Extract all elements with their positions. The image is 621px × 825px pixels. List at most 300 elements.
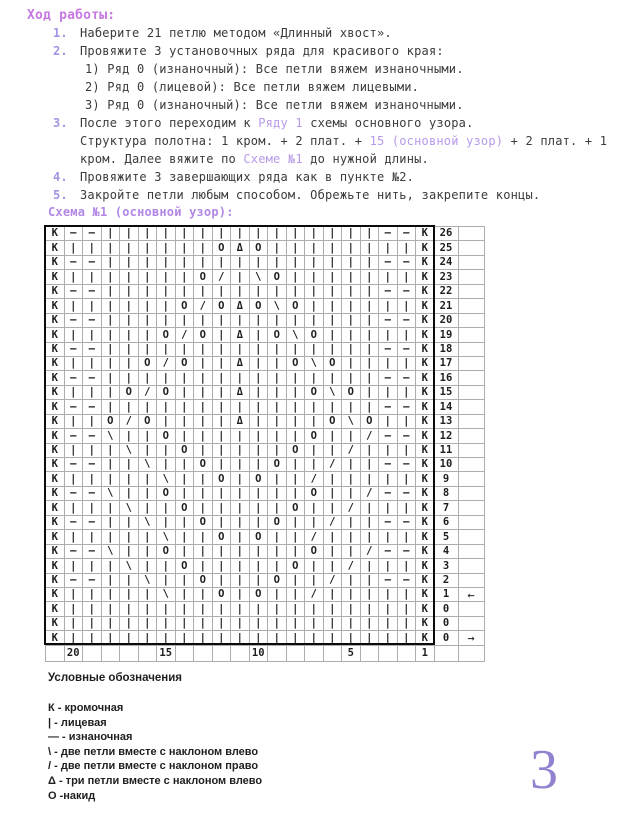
chart-cell: | [250, 458, 269, 472]
chart-cell: O [324, 415, 343, 429]
chart-cell: | [176, 458, 195, 472]
chart-cell: | [287, 371, 306, 385]
chart-cell: | [324, 444, 343, 458]
chart-cell: | [102, 574, 121, 588]
chart-cell: | [361, 343, 380, 357]
chart-cell: | [379, 415, 398, 429]
chart-cell: O [268, 328, 287, 342]
row-number-cell: 0 [435, 617, 459, 631]
row-number-cell: 18 [435, 343, 459, 357]
chart-cell: / [342, 559, 361, 573]
chart-cell: O [287, 357, 306, 371]
chart-cell: | [324, 270, 343, 284]
chart-cell: | [139, 501, 158, 515]
chart-cell: | [342, 487, 361, 501]
chart-cell: | [342, 602, 361, 616]
chart-cell: | [287, 227, 306, 241]
chart-cell: | [324, 617, 343, 631]
chart-cell: — [379, 371, 398, 385]
chart-cell: | [361, 386, 380, 400]
chart-cell: | [83, 444, 102, 458]
chart-cell: | [361, 227, 380, 241]
chart-cell: | [194, 559, 213, 573]
chart-cell: К [46, 631, 65, 645]
chart-cell: | [268, 241, 287, 255]
chart-cell: | [120, 227, 139, 241]
chart-cell: / [305, 588, 324, 602]
chart-cell: | [120, 545, 139, 559]
chart-cell: | [176, 314, 195, 328]
chart-cell: | [287, 415, 306, 429]
chart-cell: | [379, 559, 398, 573]
chart-cell: | [268, 429, 287, 443]
instruction-line [0, 170, 621, 188]
column-number-cell: 15 [157, 646, 176, 662]
plain-text: 1) Ряд 0 (изнаночный): Все петли вяжем изнаночными. [85, 62, 464, 76]
chart-cell: К [46, 357, 65, 371]
chart-cell: O [250, 299, 269, 313]
chart-cell: | [83, 270, 102, 284]
chart-cell: К [46, 472, 65, 486]
instruction-line [0, 80, 621, 98]
chart-cell: | [287, 314, 306, 328]
chart-cell: | [231, 400, 250, 414]
chart-cell: | [287, 458, 306, 472]
chart-cell: К [416, 617, 435, 631]
chart-cell: | [305, 501, 324, 515]
chart-cell: | [398, 241, 417, 255]
chart-cell: | [139, 343, 158, 357]
chart-cell: O [194, 270, 213, 284]
chart-cell: O [250, 530, 269, 544]
chart-cell: | [213, 458, 232, 472]
chart-cell: | [250, 227, 269, 241]
chart-cell: | [305, 559, 324, 573]
chart-cell: O [268, 574, 287, 588]
column-number-cell [379, 646, 398, 662]
chart-cell: \ [120, 444, 139, 458]
chart-cell: — [398, 371, 417, 385]
arrow-cell [459, 415, 485, 429]
chart-cell: | [120, 343, 139, 357]
chart-cell: O [287, 559, 306, 573]
chart-cell: | [342, 314, 361, 328]
chart-cell: — [379, 516, 398, 530]
plain-text: 3) Ряд 0 (изнаночный): Все петли вяжем изнаночными. [85, 98, 464, 112]
chart-cell: | [157, 574, 176, 588]
column-number-cell [305, 646, 324, 662]
chart-cell: | [83, 617, 102, 631]
chart-cell: | [361, 285, 380, 299]
chart-cell: | [176, 400, 195, 414]
chart-cell: | [157, 371, 176, 385]
chart-cell: | [157, 343, 176, 357]
chart-cell: | [176, 472, 195, 486]
chart-cell: | [65, 357, 84, 371]
chart-cell: | [176, 270, 195, 284]
arrow-cell [459, 256, 485, 270]
chart-cell: — [379, 545, 398, 559]
chart-cell: / [361, 545, 380, 559]
chart-cell: | [250, 516, 269, 530]
chart-cell: \ [102, 545, 121, 559]
chart-cell: К [416, 458, 435, 472]
chart-cell: | [65, 631, 84, 645]
chart-cell: | [65, 617, 84, 631]
chart-cell: К [46, 574, 65, 588]
chart-cell: К [46, 241, 65, 255]
chart-cell: К [46, 270, 65, 284]
chart-cell: | [213, 256, 232, 270]
chart-cell: O [194, 574, 213, 588]
chart-cell: | [379, 631, 398, 645]
chart-cell: / [342, 444, 361, 458]
plain-text: Провяжите 3 установочных ряда для красивого края: [80, 44, 444, 58]
chart-cell: | [139, 328, 158, 342]
legend [48, 672, 262, 803]
chart-cell: | [287, 545, 306, 559]
chart-cell: К [416, 386, 435, 400]
chart-cell: O [268, 516, 287, 530]
arrow-cell [459, 343, 485, 357]
chart-cell: | [379, 588, 398, 602]
chart-cell: | [398, 602, 417, 616]
instruction-line [0, 26, 621, 44]
arrow-cell [459, 530, 485, 544]
chart-cell: | [379, 444, 398, 458]
chart-cell: | [398, 472, 417, 486]
chart-cell: — [83, 487, 102, 501]
chart-cell: К [46, 415, 65, 429]
chart-cell: | [342, 472, 361, 486]
chart-cell: | [194, 256, 213, 270]
chart-cell: | [176, 487, 195, 501]
chart-cell: | [305, 516, 324, 530]
chart-cell: | [194, 314, 213, 328]
chart-cell: | [176, 371, 195, 385]
chart-cell: | [287, 588, 306, 602]
chart-cell: | [194, 227, 213, 241]
chart-cell: | [120, 516, 139, 530]
chart-cell: К [46, 429, 65, 443]
row-number-cell: 22 [435, 285, 459, 299]
chart-cell: | [176, 227, 195, 241]
chart-grid [45, 226, 485, 662]
column-number-cell [194, 646, 213, 662]
chart-cell: — [379, 574, 398, 588]
chart-cell: | [250, 487, 269, 501]
chart-cell: | [102, 314, 121, 328]
chart-cell: | [324, 241, 343, 255]
chart-cell: | [305, 227, 324, 241]
chart-cell: К [416, 343, 435, 357]
row-number-cell: 14 [435, 400, 459, 414]
chart-cell: O [287, 299, 306, 313]
column-number-cell: 1 [416, 646, 435, 662]
chart-cell: | [157, 444, 176, 458]
chart-cell: К [46, 602, 65, 616]
chart-cell: — [65, 429, 84, 443]
chart-cell: К [416, 530, 435, 544]
chart-cell: O [287, 501, 306, 515]
chart-cell: | [213, 285, 232, 299]
chart-cell: | [398, 415, 417, 429]
arrow-cell [459, 285, 485, 299]
chart-cell: | [305, 256, 324, 270]
chart-cell: | [213, 371, 232, 385]
chart-cell: К [46, 256, 65, 270]
chart-cell: | [361, 530, 380, 544]
chart-cell: \ [139, 458, 158, 472]
chart-cell: \ [268, 299, 287, 313]
chart-cell: | [305, 241, 324, 255]
chart-cell: | [361, 357, 380, 371]
chart-cell: | [250, 574, 269, 588]
chart-cell: / [361, 429, 380, 443]
row-number-cell: 7 [435, 501, 459, 515]
chart-cell: — [65, 285, 84, 299]
chart-cell: | [65, 241, 84, 255]
chart-cell: | [102, 299, 121, 313]
chart-cell: | [176, 285, 195, 299]
legend-item: К - кромочная [48, 702, 124, 714]
chart-cell: К [416, 227, 435, 241]
chart-cell: | [139, 256, 158, 270]
chart-cell: | [305, 285, 324, 299]
chart-cell: К [46, 299, 65, 313]
chart-cell: | [139, 472, 158, 486]
chart-cell: К [416, 371, 435, 385]
chart-cell: | [324, 400, 343, 414]
plain-text: Наберите 21 петлю методом «Длинный хвост». [80, 26, 392, 40]
row-number-cell: 23 [435, 270, 459, 284]
chart-cell: | [139, 285, 158, 299]
column-number-cell [83, 646, 102, 662]
chart-cell: | [324, 227, 343, 241]
arrow-cell [459, 371, 485, 385]
chart-cell: | [194, 400, 213, 414]
chart-cell: — [379, 314, 398, 328]
chart-cell: | [120, 270, 139, 284]
chart-cell: | [120, 588, 139, 602]
chart-cell: O [139, 415, 158, 429]
instruction-text [80, 44, 444, 58]
chart-cell: | [231, 516, 250, 530]
chart-cell: — [83, 371, 102, 385]
chart-cell: | [213, 602, 232, 616]
list-number: 3. [53, 116, 68, 130]
column-number-cell [231, 646, 250, 662]
plain-text: до нужной длины. [302, 152, 429, 166]
arrow-cell [459, 617, 485, 631]
chart-cell: | [83, 386, 102, 400]
chart-cell: | [120, 328, 139, 342]
chart-cell: | [342, 371, 361, 385]
chart-cell: | [102, 256, 121, 270]
chart-cell: | [102, 516, 121, 530]
arrow-cell [459, 444, 485, 458]
chart-cell: К [416, 487, 435, 501]
chart-cell: \ [157, 472, 176, 486]
chart-cell: | [139, 530, 158, 544]
chart-cell: \ [139, 516, 158, 530]
chart-cell: | [102, 343, 121, 357]
chart-cell: | [157, 458, 176, 472]
legend-item: О -накид [48, 789, 96, 802]
chart-cell: | [324, 314, 343, 328]
chart-cell: | [324, 588, 343, 602]
chart-cell: | [157, 631, 176, 645]
chart-cell: | [287, 270, 306, 284]
chart-cell: | [231, 458, 250, 472]
row-number-cell: 0 [435, 631, 459, 645]
chart-cell: — [379, 400, 398, 414]
chart-cell: | [361, 617, 380, 631]
chart-cell: | [342, 574, 361, 588]
list-number: 2. [53, 44, 68, 58]
chart-cell: | [305, 270, 324, 284]
chart-cell: | [250, 400, 269, 414]
chart-cell: | [398, 444, 417, 458]
chart-cell: | [342, 458, 361, 472]
chart-cell: | [305, 400, 324, 414]
chart-cell: Δ [231, 299, 250, 313]
chart-cell: К [416, 574, 435, 588]
chart-cell: — [65, 574, 84, 588]
chart-cell: | [342, 299, 361, 313]
arrow-cell [459, 559, 485, 573]
chart-cell: — [398, 429, 417, 443]
arrow-cell [459, 516, 485, 530]
chart-cell: | [102, 617, 121, 631]
column-number-cell [102, 646, 121, 662]
chart-cell: — [83, 400, 102, 414]
legend-item: | - лицевая [48, 716, 107, 729]
chart-cell: | [194, 357, 213, 371]
chart-cell: | [213, 328, 232, 342]
chart-cell: | [250, 501, 269, 515]
chart-cell: | [250, 285, 269, 299]
column-number-cell [459, 646, 485, 662]
row-number-cell: 16 [435, 371, 459, 385]
instruction-text [80, 152, 429, 166]
chart-cell: O [176, 299, 195, 313]
plain-text: + 2 плат. + 1 [503, 134, 608, 148]
chart-cell: | [194, 501, 213, 515]
chart-cell: — [83, 256, 102, 270]
chart-cell: | [102, 588, 121, 602]
arrow-cell [459, 545, 485, 559]
chart-cell: O [157, 429, 176, 443]
row-number-cell: 13 [435, 415, 459, 429]
chart-cell: — [379, 343, 398, 357]
chart-cell: | [213, 400, 232, 414]
chart-cell: | [287, 631, 306, 645]
row-number-cell: 17 [435, 357, 459, 371]
chart-cell: | [231, 487, 250, 501]
chart-cell: К [46, 444, 65, 458]
chart-cell: | [231, 574, 250, 588]
chart-cell: К [46, 501, 65, 515]
chart-cell: | [324, 530, 343, 544]
chart-cell: | [398, 501, 417, 515]
chart-cell: | [305, 458, 324, 472]
chart-cell: Δ [231, 386, 250, 400]
chart-cell: | [342, 588, 361, 602]
chart-cell: | [102, 444, 121, 458]
chart-cell: К [416, 241, 435, 255]
chart-cell: | [176, 574, 195, 588]
chart-cell: К [46, 516, 65, 530]
instruction-text [80, 188, 540, 202]
chart-cell: | [139, 588, 158, 602]
chart-cell: — [398, 285, 417, 299]
chart-cell: | [176, 343, 195, 357]
arrow-cell [459, 501, 485, 515]
chart-cell: | [398, 559, 417, 573]
chart-cell: O [324, 357, 343, 371]
chart-cell: \ [102, 429, 121, 443]
chart-cell: | [65, 559, 84, 573]
chart-cell: | [342, 241, 361, 255]
chart-cell: | [176, 415, 195, 429]
row-number-cell: 3 [435, 559, 459, 573]
chart-cell: | [324, 285, 343, 299]
instruction-text [80, 26, 392, 40]
chart-cell: | [176, 617, 195, 631]
chart-cell: | [287, 602, 306, 616]
column-number-cell [176, 646, 195, 662]
chart-cell: | [120, 472, 139, 486]
chart-cell: | [139, 314, 158, 328]
chart-cell: | [324, 328, 343, 342]
chart-cell: O [157, 487, 176, 501]
chart-cell: | [361, 444, 380, 458]
chart-cell: | [194, 343, 213, 357]
instruction-text [85, 62, 464, 76]
row-number-cell: 2 [435, 574, 459, 588]
chart-cell: К [46, 285, 65, 299]
chart-cell: | [139, 487, 158, 501]
chart-cell: | [268, 314, 287, 328]
chart-cell: | [324, 545, 343, 559]
chart-cell: — [398, 400, 417, 414]
chart-cell: | [139, 444, 158, 458]
chart-cell: — [83, 285, 102, 299]
chart-cell: — [398, 227, 417, 241]
chart-cell: | [324, 343, 343, 357]
chart-cell: К [416, 299, 435, 313]
chart-cell: | [324, 299, 343, 313]
arrow-cell [459, 386, 485, 400]
chart-cell: | [268, 227, 287, 241]
chart-cell: / [342, 501, 361, 515]
chart-cell: Δ [231, 415, 250, 429]
legend-item: \ - две петли вместе с наклоном влево [48, 745, 259, 758]
chart-cell: | [268, 617, 287, 631]
chart-cell: | [268, 357, 287, 371]
chart-cell: | [268, 371, 287, 385]
chart-cell: | [65, 530, 84, 544]
chart-cell: | [83, 559, 102, 573]
chart-cell: | [342, 357, 361, 371]
legend-item: — - изнаночная [48, 731, 133, 744]
chart-cell: | [398, 617, 417, 631]
chart-cell: | [287, 400, 306, 414]
chart-cell: | [120, 458, 139, 472]
chart-cell: К [46, 545, 65, 559]
chart-cell: — [65, 545, 84, 559]
